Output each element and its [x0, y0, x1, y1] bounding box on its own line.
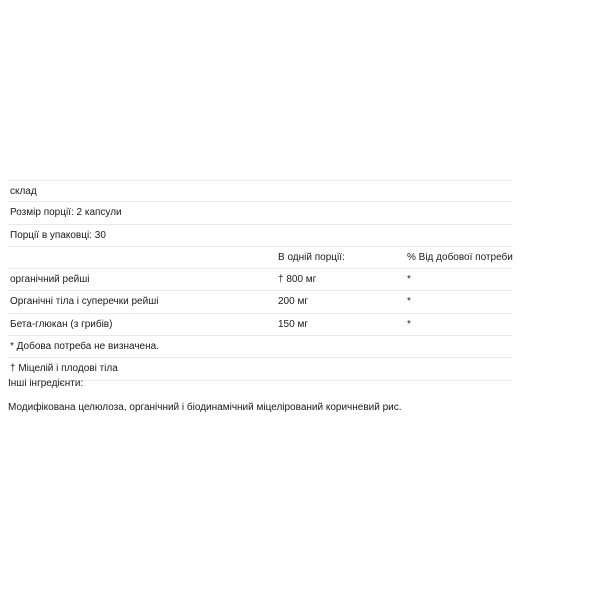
- servings-per-container: Порції в упаковці: 30: [10, 229, 106, 241]
- table-row: [8, 291, 512, 313]
- daily-value-header: % Від добової потреби: [407, 251, 513, 263]
- ingredient-name: Органічні тіла і суперечки рейші: [10, 296, 159, 308]
- ingredient-amount: † 800 мг: [278, 274, 317, 286]
- serving-size: Розмір порції: 2 капсули: [10, 207, 122, 219]
- table-title-row: [8, 180, 512, 202]
- ingredient-amount: 150 мг: [278, 318, 308, 330]
- other-ingredients-text: Модифікована целюлоза, органічний і біодинамічний міцелірований коричневий рис.: [8, 402, 402, 413]
- table-row: [8, 314, 512, 336]
- footnote-dagger: † Міцелій і плодові тіла: [10, 363, 118, 375]
- table-title: склад: [10, 186, 37, 197]
- servings-per-container-row: [8, 225, 512, 247]
- ingredient-name: органічний рейші: [10, 274, 90, 286]
- ingredient-daily-value: *: [407, 274, 411, 286]
- supplement-facts-table: [8, 180, 512, 381]
- ingredient-name: Бета-глюкан (з грибів): [10, 318, 113, 330]
- serving-size-row: [8, 202, 512, 224]
- table-header-row: [8, 247, 512, 269]
- other-ingredients: [8, 378, 402, 414]
- footnote-daily-value: * Добова потреба не визначена.: [10, 341, 159, 353]
- ingredient-daily-value: *: [407, 318, 411, 330]
- ingredient-amount: 200 мг: [278, 296, 308, 308]
- amount-header: В одній порції:: [278, 251, 345, 263]
- ingredient-daily-value: *: [407, 296, 411, 308]
- other-ingredients-title: Інші інгредієнти:: [8, 378, 84, 389]
- footnote-daily-value-row: [8, 336, 512, 358]
- table-row: [8, 269, 512, 291]
